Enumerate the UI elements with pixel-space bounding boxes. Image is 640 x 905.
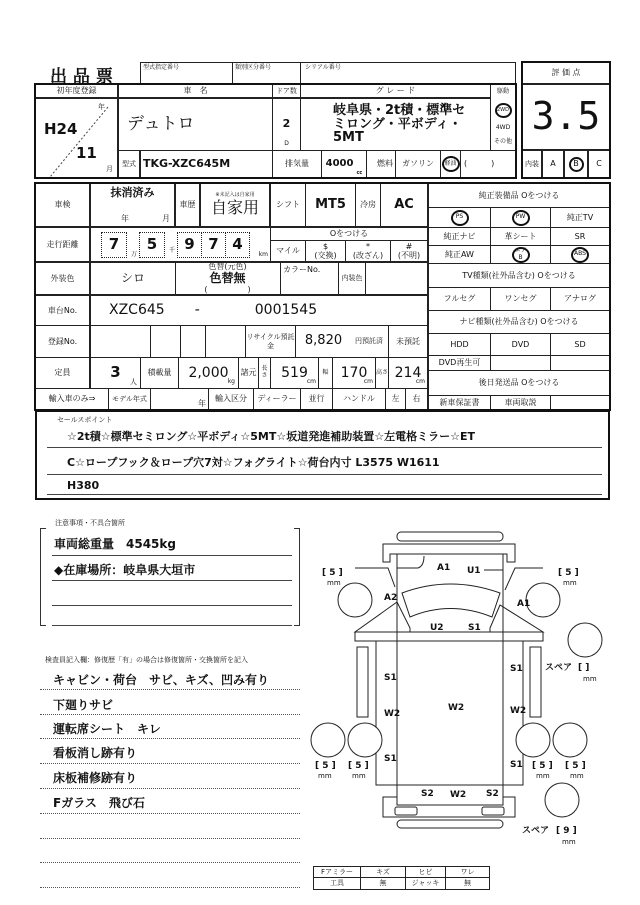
width-cell (332, 357, 376, 389)
doors-value: 2 (282, 117, 291, 131)
drive-other: その他 (493, 138, 512, 146)
equip-airbag-circled: エアB (512, 247, 530, 263)
tv-analog: アナログ (550, 287, 610, 311)
capacity-unit: 人 (130, 377, 137, 386)
equip-pw (490, 207, 551, 228)
truck-diagram (300, 520, 620, 865)
svg-text:[ 5 ]: [ 5 ] (565, 761, 586, 771)
equip-abs (550, 245, 610, 264)
inspector-line: Fガラス 飛び石 (53, 796, 145, 810)
first-reg-month: 11 (76, 144, 97, 162)
grade-line: 岐阜県・2t積・標準セ (333, 103, 466, 119)
sheet-title: 出 品 票 (50, 67, 113, 87)
reg-cell (180, 325, 206, 358)
chassis-label: 車台No. (35, 295, 90, 326)
spare-tire-bottom-icon (545, 783, 579, 817)
import-parallel: 並行 (300, 388, 333, 410)
color-change-value: 色替無 (209, 270, 246, 285)
length-value: 519 (281, 364, 308, 381)
grade-label: グ レ ー ド (300, 84, 491, 98)
fuel-diesel (440, 150, 461, 178)
unknown-option: # (不明) (390, 240, 428, 262)
model-label: 型式 (118, 150, 140, 178)
shift-value: MT5 (305, 183, 356, 227)
man-unit: 万 (131, 251, 138, 259)
mm-unit: mm (536, 772, 550, 780)
import-type-label: 輸入区分 (208, 388, 254, 410)
cm-unit: cm (306, 378, 316, 386)
damage-mark: S1 (510, 760, 523, 770)
shift-label: シフト (270, 183, 306, 227)
mileage-digit: 5 (139, 232, 165, 258)
mm-unit: mm (583, 675, 597, 683)
reg-cell (205, 325, 246, 358)
mileage-digit: 7 (101, 232, 127, 258)
interior-grade-c: C (588, 150, 610, 178)
mileage-cell (90, 227, 271, 262)
drive-label: 駆動 (496, 87, 509, 95)
displacement-value: 4000 (325, 158, 354, 170)
ac-label: 冷房 (355, 183, 381, 227)
equip-ps (428, 207, 491, 228)
doors-label: ドア数 (272, 84, 301, 98)
load-value: 2,000 (188, 364, 229, 381)
load-unit: kg (227, 378, 235, 386)
inspector-line: 下廻りサビ (53, 698, 114, 712)
fuel-gasoline: ガソリン (395, 150, 441, 178)
type-designation-field: 型式指定番号 (140, 62, 233, 84)
dvd-blank (550, 355, 610, 371)
notes-line: ◆在庫場所：岐阜県大垣市 (54, 563, 196, 577)
damage-mark: S2 (421, 789, 434, 799)
doors-unit: D (284, 140, 289, 148)
damage-mark: A1 (517, 599, 531, 609)
interior-grade-a: A (542, 150, 564, 178)
grade-line: ミロング・平ボディ・ (333, 116, 462, 132)
handle-label: ハンドル (332, 388, 386, 410)
rear-light-left (395, 807, 417, 815)
damage-mark: S1 (384, 673, 397, 683)
height-value: 214 (394, 364, 422, 381)
tools-value: 無 (360, 877, 406, 890)
chassis-dash: - (194, 302, 200, 319)
later-manual: 車両取説 (490, 395, 551, 410)
handle-right: 右 (405, 388, 428, 410)
capacity-value: 3 (110, 363, 121, 382)
drive-4wd: 4WD (495, 124, 511, 132)
doors-cell (272, 98, 301, 151)
km-unit: km (258, 251, 268, 259)
equip-tv: 純正TV (550, 207, 610, 228)
inspector-line: 看板消し跡有り (53, 746, 138, 760)
equip-sr: SR (550, 227, 610, 246)
mm-unit: mm (570, 772, 584, 780)
damage-mark: S1 (384, 754, 397, 764)
glass-scratch: キズ (360, 866, 406, 878)
jack-value: 無 (445, 877, 490, 890)
jack-label: ジャッキ (405, 877, 446, 890)
navi-sd: SD (550, 333, 610, 356)
model-value: TKG-XZC645M (140, 150, 273, 178)
load-label: 積載量 (140, 357, 179, 389)
sales-label: セールスポイント (57, 416, 113, 424)
inspection-label: 車検 (35, 183, 90, 227)
sales-line: C☆ロープフック＆ロープ穴7対☆フォグライト☆荷台内寸 L3575 W1611 (67, 456, 440, 469)
dvd-blank (490, 355, 551, 371)
spare-top-label: スペア (545, 663, 573, 673)
damage-mark: A1 (437, 563, 451, 573)
grade-cell (300, 98, 491, 151)
svg-text:[ ]: [ ] (578, 663, 590, 673)
rear-left-outer-tire-icon (311, 723, 345, 757)
fuel-other: ( ) (460, 150, 516, 178)
length-label: 長さ (258, 357, 271, 389)
inspector-line: キャビン・荷台 サビ、キズ、凹み有り (53, 673, 270, 687)
equip-aw: 純正AW (428, 245, 491, 264)
damage-mark: U2 (430, 623, 444, 633)
tools-label: 工具 (313, 877, 361, 890)
front-bumper-shape (397, 532, 503, 541)
tread-depth: 5 (355, 761, 362, 771)
damage-mark: W2 (384, 709, 401, 719)
mm-unit: mm (563, 579, 577, 587)
glass-mirror-label: Fアミラー (313, 866, 361, 878)
interior-color-label: 内装色 (338, 262, 366, 295)
score-label: 評 価 点 (522, 62, 610, 84)
inspector-label: 検査員記入欄：修復歴「有」の場合は修復箇所・交換箇所を記入 (45, 656, 248, 664)
rear-right-outer-tire-icon (553, 723, 587, 757)
damage-mark: W2 (510, 706, 527, 716)
recycle-label: リサイクル預託金 (245, 325, 296, 358)
equip-leather: 革シート (490, 227, 551, 246)
equip-airbag (490, 245, 551, 264)
chassis-prefix: XZC645 (109, 302, 165, 319)
front-left-tire-icon (338, 583, 372, 617)
mm-unit: mm (352, 772, 366, 780)
navi-title: ナビ種類(社外品含む) Oをつける (428, 310, 610, 334)
displacement-label: 排気量 (272, 150, 322, 178)
recycle-unpaid: 未預託 (388, 325, 428, 358)
notes-line: 車両総重量 4545kg (54, 537, 176, 551)
later-blank (550, 395, 610, 410)
interior-grade-b-circled: B (569, 157, 584, 172)
fuel-diesel-circled: 軽油 (442, 156, 460, 172)
tv-oneseg: ワンセグ (490, 287, 551, 311)
first-reg-label: 初年度登録 (35, 84, 118, 98)
car-name-label: 車 名 (118, 84, 273, 98)
drive-cell (490, 84, 516, 151)
damage-mark: S2 (486, 789, 499, 799)
damage-mark: S1 (510, 664, 523, 674)
svg-text:[ 5 ]: [ 5 ] (558, 568, 579, 578)
serial-number-field: シリアル番号 (300, 62, 516, 84)
interior-label: 内装 (522, 150, 542, 178)
score-value: 3.5 (522, 84, 610, 150)
first-reg-cell (35, 98, 118, 178)
equipment-title: 純正装備品 Oをつける (428, 183, 610, 208)
svg-text:[ 5 ]: [ 5 ] (348, 761, 369, 771)
svg-text:[ 9 ]: [ 9 ] (556, 826, 577, 836)
color-change-label: 色替(元色) (208, 262, 247, 272)
sales-line: H380 (67, 479, 100, 492)
reg-cell (150, 325, 181, 358)
later-title: 後日発送品 Oをつける (428, 370, 610, 396)
cm-unit: cm (363, 378, 373, 386)
recycle-paid: 円預託済 (350, 325, 389, 358)
rear-right-inner-tire-icon (516, 723, 550, 757)
glass-break: ワレ (445, 866, 490, 878)
height-label: 高さ (375, 357, 389, 389)
right-rail-shape (530, 647, 541, 717)
month-mark: 月 (106, 165, 113, 173)
history-cell (200, 183, 270, 227)
displacement-unit: cc (356, 170, 363, 177)
damage-mark: W2 (448, 703, 465, 713)
mark-label: Oをつける (270, 227, 428, 241)
mileage-digit: 9 (177, 232, 202, 258)
handle-left: 左 (385, 388, 406, 410)
inspector-line: 運転席シート キレ (53, 722, 161, 736)
color-change-cell (175, 262, 281, 295)
rear-left-inner-tire-icon (348, 723, 382, 757)
cab-front-shape (383, 544, 515, 562)
equip-navi: 純正ナビ (428, 227, 491, 246)
width-label: 幅 (318, 357, 333, 389)
damage-mark: W2 (450, 790, 467, 800)
height-cell (388, 357, 428, 389)
spare-bottom-label: スペア (522, 826, 550, 836)
chassis-cell (90, 295, 428, 326)
left-rail-shape (357, 647, 368, 717)
color-paren: ( ) (204, 285, 251, 295)
spare-tire-top-icon (568, 623, 602, 657)
length-cell (270, 357, 319, 389)
color-value: シロ (90, 262, 176, 295)
load-cell (178, 357, 239, 389)
cab-back-shape (355, 632, 543, 641)
month-mark: 月 (162, 213, 170, 223)
tv-title: TV種類(社外品含む) Oをつける (428, 263, 610, 288)
reg-label: 登録No. (35, 325, 90, 358)
import-dealer: ディーラー (253, 388, 301, 410)
svg-text:[ 5 ]: [ 5 ] (315, 761, 336, 771)
fuel-label: 燃料 (366, 150, 396, 178)
rear-light-right (482, 807, 504, 815)
cm-unit: cm (415, 378, 425, 386)
tread-depth: 5 (329, 568, 336, 578)
capacity-cell (90, 357, 141, 389)
front-right-tire-icon (526, 583, 560, 617)
mm-unit: mm (327, 579, 341, 587)
navi-dvd: DVD (490, 333, 551, 356)
history-note: ※未記入は自家用 (215, 191, 255, 198)
displacement-cell (321, 150, 367, 178)
inspection-value: 抹消済み (110, 186, 155, 199)
year-mark: 年 (98, 103, 105, 111)
dvd-play: DVD再生可 (428, 355, 491, 371)
mm-unit: mm (562, 838, 576, 846)
sales-line: ☆2t積☆標準セミロング☆平ボディ☆5MT☆坂道発進補助装置☆左電格ミラー☆ET (67, 430, 475, 443)
sen-unit: 千 (169, 247, 176, 255)
mile-option: マイル (270, 240, 306, 262)
exchanged-option: $ (交換) (305, 240, 346, 262)
mileage-label: 走行距離 (35, 227, 90, 262)
damage-mark: S1 (468, 623, 481, 633)
mileage-digit: 7 (201, 232, 226, 258)
tread-depth: 5 (539, 761, 546, 771)
tread-depth: 5 (322, 761, 329, 771)
equip-ps-circled: PS (451, 210, 469, 226)
drive-2wd-circled: 2WD (495, 103, 512, 118)
year-mark: 年 (121, 213, 129, 223)
tread-depth: 5 (565, 568, 572, 578)
reg-cell (90, 325, 151, 358)
damage-mark: U1 (467, 566, 481, 576)
rear-bumper-shape (397, 820, 503, 828)
tampered-option: * (改ざん) (345, 240, 391, 262)
sales-points-box (35, 410, 610, 500)
color-no-label: カラーNo. (280, 262, 339, 295)
import-label: 輸入車のみ⇒ (35, 388, 109, 410)
recycle-value: 8,820 (295, 325, 351, 358)
notes-label: 注意事項・不具合箇所 (55, 519, 125, 527)
windshield-shape (402, 584, 500, 617)
inspector-line: 床板補修跡有り (53, 771, 138, 785)
later-warranty: 新車保証書 (428, 395, 491, 410)
svg-text:[ 5 ]: [ 5 ] (322, 568, 343, 578)
capacity-label: 定員 (35, 357, 90, 389)
interior-grade-b (564, 150, 588, 178)
import-year: 年 (150, 388, 209, 410)
equip-pw-circled: PW (512, 210, 530, 226)
cab-corner (397, 556, 424, 568)
model-year-label: モデル年式 (108, 388, 151, 410)
grade-line: 5MT (333, 130, 364, 146)
tv-fullseg: フルセグ (428, 287, 491, 311)
interior-color-value (365, 262, 428, 295)
history-label: 車歴 (175, 183, 200, 227)
history-value: 自家用 (210, 197, 259, 217)
mileage-digit: 4 (225, 232, 250, 258)
mm-unit: mm (318, 772, 332, 780)
first-reg-year: H24 (44, 120, 78, 138)
category-number-field: 類別区分番号 (232, 62, 301, 84)
ac-value: AC (380, 183, 428, 227)
inspection-cell (90, 183, 175, 227)
car-name: デュトロ (118, 98, 273, 151)
equip-abs-circled: ABS (571, 247, 589, 263)
spec-label: 諸元 (238, 357, 259, 389)
damage-mark: A2 (384, 593, 398, 603)
svg-text:[ 5 ]: [ 5 ] (532, 761, 553, 771)
chassis-number: 0001545 (254, 302, 318, 319)
glass-crack: ヒビ (405, 866, 446, 878)
width-value: 170 (340, 364, 368, 381)
color-label: 外装色 (35, 262, 90, 295)
spare-bottom-depth: 9 (563, 826, 570, 836)
tread-depth: 5 (572, 761, 579, 771)
navi-hdd: HDD (428, 333, 491, 356)
